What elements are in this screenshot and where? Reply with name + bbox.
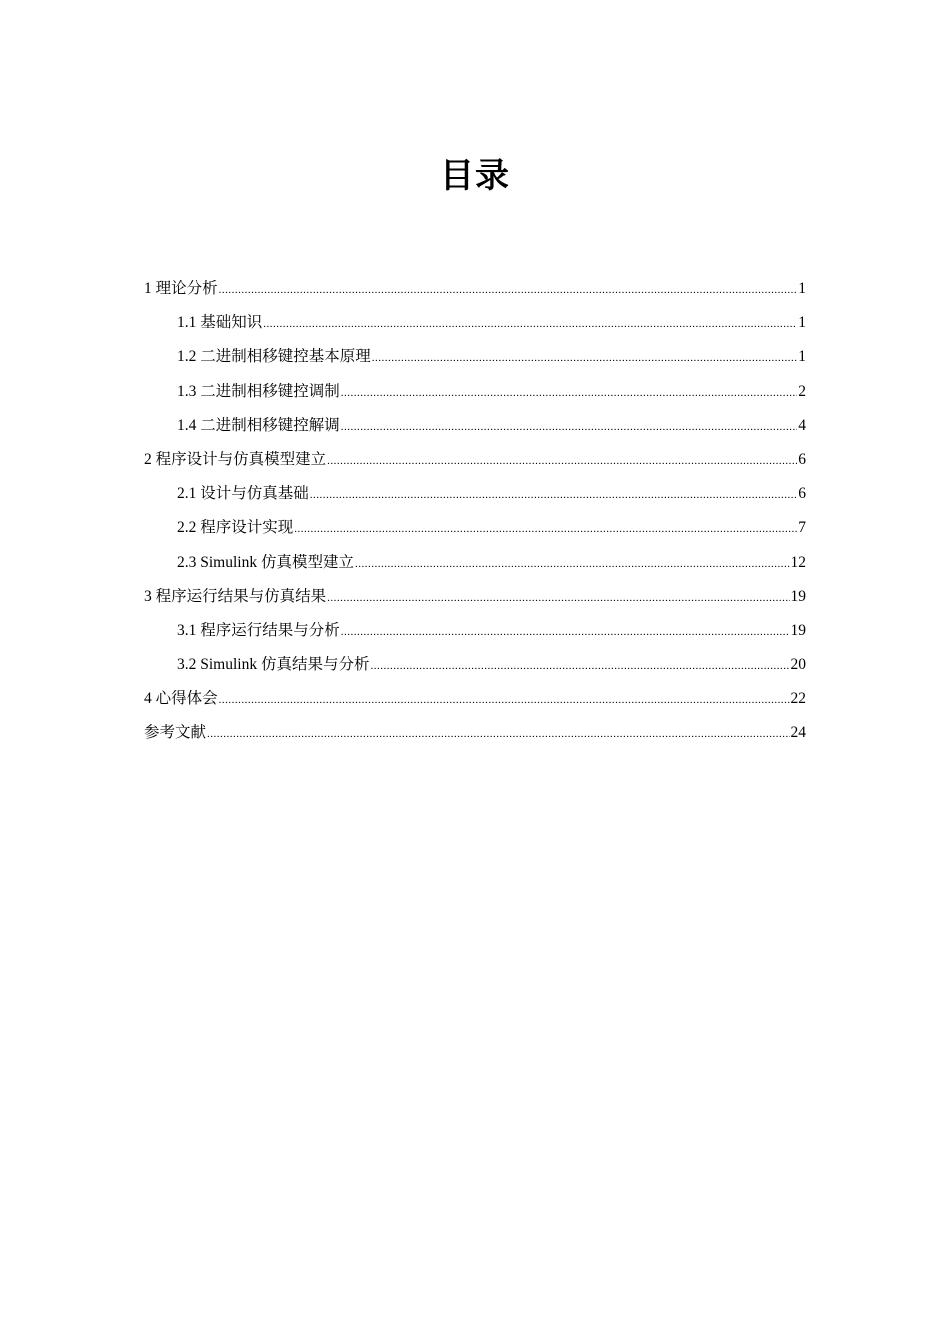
toc-entry[interactable]	[144, 614, 806, 648]
toc-entry[interactable]	[144, 272, 806, 306]
toc-entry-label: 4 心得体会	[144, 690, 218, 708]
toc-entry-label: 1.3 二进制相移键控调制	[177, 382, 340, 400]
toc-page-number: 19	[790, 621, 806, 639]
toc-dot-leader	[341, 388, 797, 399]
toc-dot-leader	[327, 456, 797, 467]
toc-dot-leader	[207, 729, 789, 740]
toc-entry-label: 1.2 二进制相移键控基本原理	[177, 348, 371, 366]
toc-entry-label: 1.1 基础知识	[177, 314, 263, 332]
toc-dot-leader	[294, 524, 797, 535]
toc-entry-label: 2.2 程序设计实现	[177, 519, 294, 537]
toc-page-number: 12	[790, 553, 806, 571]
toc-entry-label: 3.2 Simulink 仿真结果与分析	[177, 656, 370, 674]
toc-entry-label: 2 程序设计与仿真模型建立	[144, 450, 327, 468]
toc-entry[interactable]	[144, 443, 806, 477]
toc-page-number: 22	[790, 690, 806, 708]
toc-page-number: 20	[790, 656, 806, 674]
toc-entry-label: 参考文献	[144, 724, 207, 742]
toc-entry[interactable]	[144, 682, 806, 716]
toc-dot-leader	[341, 422, 797, 433]
toc-title: 目录	[440, 156, 510, 196]
toc-entry[interactable]	[144, 409, 806, 443]
toc-page-number: 7	[798, 519, 806, 537]
toc-entry[interactable]	[144, 716, 806, 750]
toc-entry[interactable]	[144, 375, 806, 409]
toc-dot-leader	[219, 695, 790, 706]
toc-page-number: 6	[798, 485, 806, 503]
toc-page-number: 24	[790, 724, 806, 742]
toc-page-number: 1	[798, 348, 806, 366]
toc-entry[interactable]	[144, 648, 806, 682]
toc-page-number: 19	[790, 587, 806, 605]
toc-dot-leader	[327, 593, 789, 604]
toc-dot-leader	[219, 285, 798, 296]
toc-dot-leader	[310, 490, 797, 501]
toc-page-number: 6	[798, 450, 806, 468]
toc-entry[interactable]	[144, 546, 806, 580]
toc-dot-leader	[355, 559, 790, 570]
toc-entry[interactable]	[144, 306, 806, 340]
toc-dot-leader	[263, 319, 797, 330]
toc-page-number: 1	[798, 314, 806, 332]
toc-dot-leader	[372, 353, 797, 364]
toc-dot-leader	[370, 661, 789, 672]
toc-entry-label: 2.1 设计与仿真基础	[177, 485, 309, 503]
toc-page-number: 2	[798, 382, 806, 400]
toc-page-number: 4	[798, 416, 806, 434]
toc-entry[interactable]	[144, 340, 806, 374]
table-of-contents	[144, 272, 806, 751]
toc-entry[interactable]	[144, 477, 806, 511]
toc-entry[interactable]	[144, 580, 806, 614]
toc-entry-label: 1.4 二进制相移键控解调	[177, 416, 340, 434]
toc-entry-label: 3 程序运行结果与仿真结果	[144, 587, 327, 605]
toc-entry-label: 3.1 程序运行结果与分析	[177, 621, 340, 639]
toc-entry-label: 2.3 Simulink 仿真模型建立	[177, 553, 354, 571]
toc-page-number: 1	[798, 280, 806, 297]
toc-entry-label: 1 理论分析	[144, 280, 218, 297]
toc-entry[interactable]	[144, 511, 806, 545]
toc-dot-leader	[341, 627, 790, 638]
